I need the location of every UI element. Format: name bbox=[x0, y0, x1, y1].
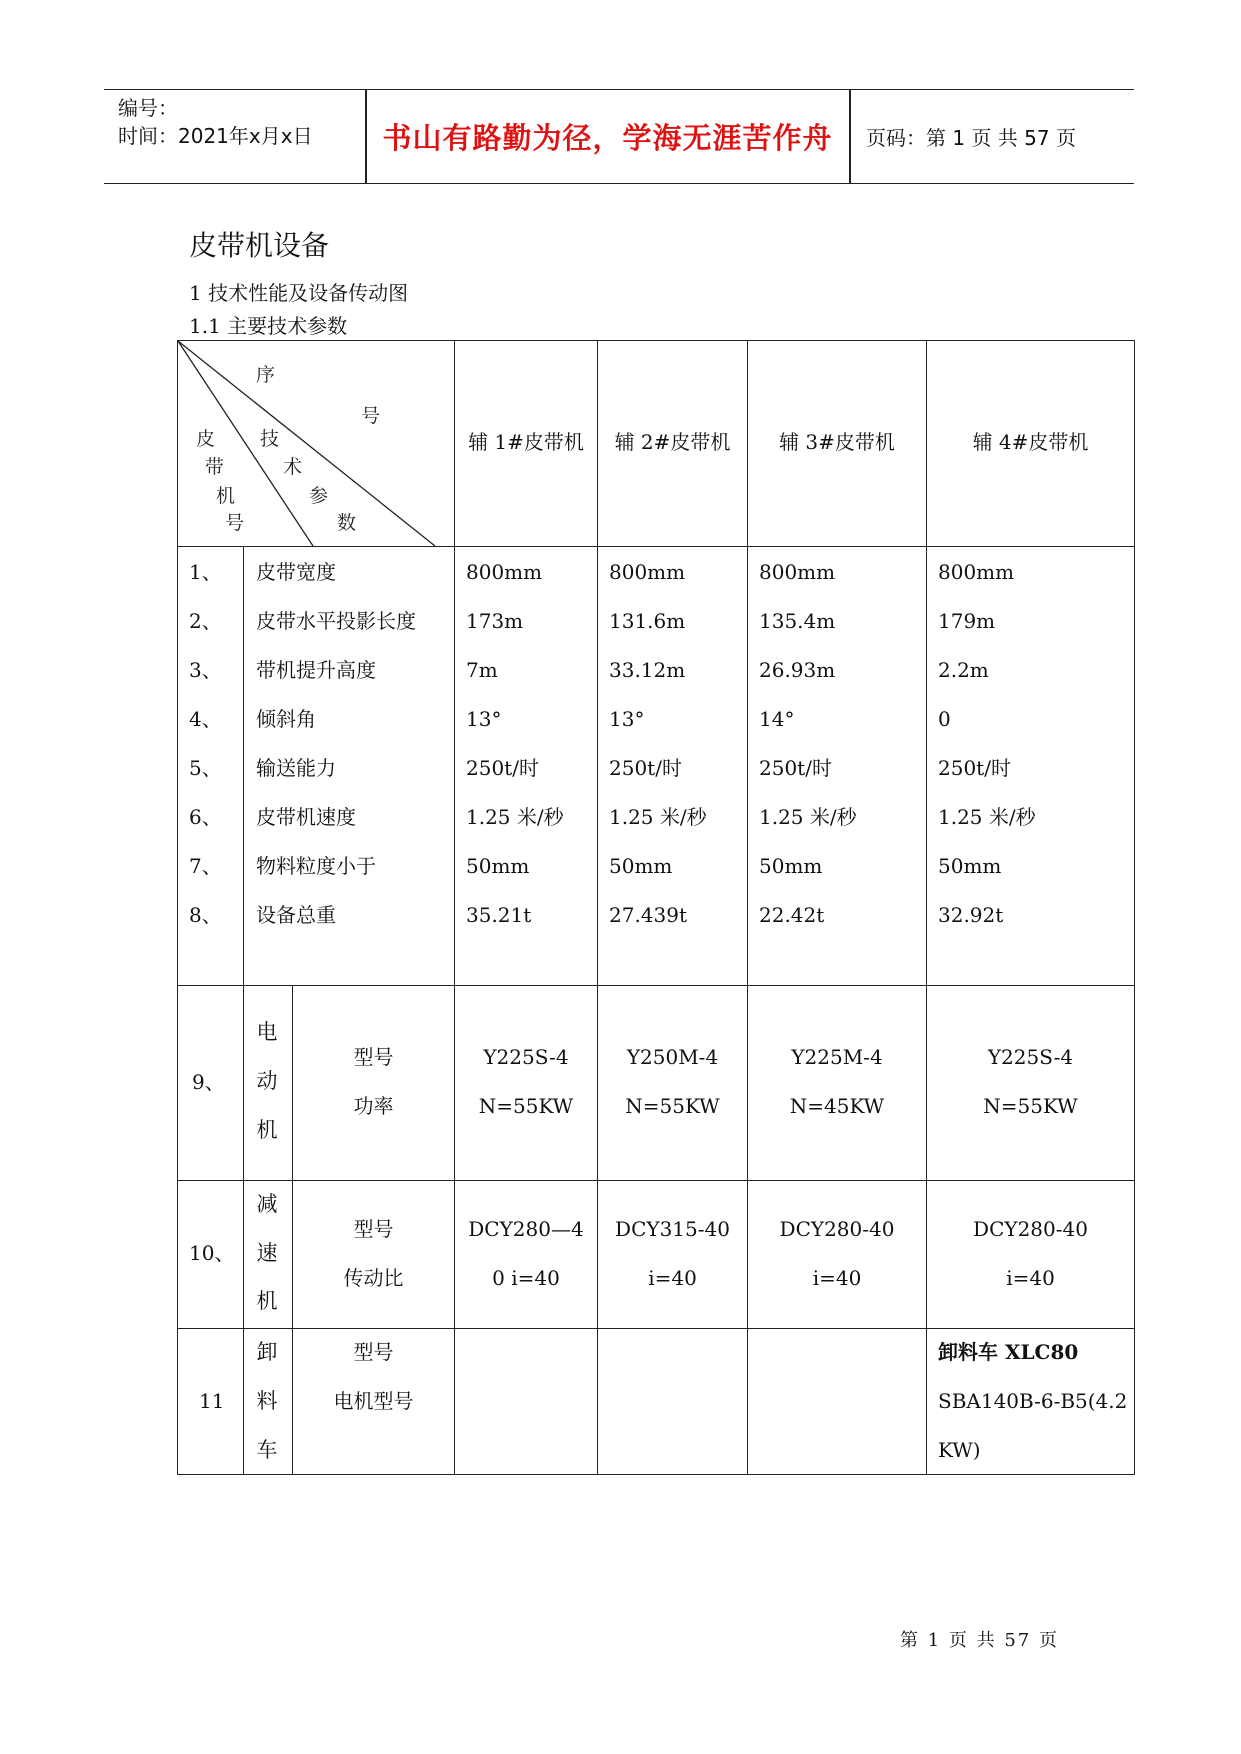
row-parameter: 型号 bbox=[353, 1045, 394, 1069]
row-parameter: 皮带水平投影长度 bbox=[256, 609, 416, 633]
table-rule bbox=[454, 340, 455, 1475]
tripper-model: 卸料车 XLC80 bbox=[938, 1340, 1079, 1364]
row-value: 0 bbox=[938, 707, 951, 731]
row-number: 1、 bbox=[189, 560, 222, 584]
reducer-ratio: i=40 bbox=[1006, 1266, 1055, 1290]
motor-model: Y225S-4 bbox=[483, 1045, 569, 1069]
row-parameter: 皮带机速度 bbox=[256, 805, 356, 829]
corner-label-dai: 带 bbox=[205, 456, 225, 478]
group-label-char: 速 bbox=[256, 1241, 278, 1265]
row-value: 50mm bbox=[609, 854, 673, 878]
row-value: 7m bbox=[466, 658, 498, 682]
document-title: 皮带机设备 bbox=[189, 229, 330, 262]
row-parameter: 带机提升高度 bbox=[256, 658, 376, 682]
group-label-char: 卸 bbox=[256, 1340, 278, 1364]
row-value: 22.42t bbox=[759, 903, 825, 927]
corner-label-ji-tech: 技 bbox=[260, 428, 280, 450]
row-value: 13° bbox=[609, 707, 645, 731]
group-label-char: 料 bbox=[256, 1389, 278, 1413]
table-rule bbox=[177, 985, 1135, 986]
row-number: 2、 bbox=[189, 609, 222, 633]
row-parameter: 型号 bbox=[353, 1217, 394, 1241]
row-value: 250t/时 bbox=[609, 756, 682, 780]
header-page-label: 页码：第 1 页 共 57 页 bbox=[866, 126, 1076, 150]
row-value: 33.12m bbox=[609, 658, 686, 682]
column-header-belt-4: 辅 4#皮带机 bbox=[972, 430, 1089, 454]
group-label-char: 机 bbox=[256, 1118, 278, 1142]
row-value: 800mm bbox=[759, 560, 836, 584]
group-label-char: 动 bbox=[256, 1069, 278, 1093]
row-value: 131.6m bbox=[609, 609, 686, 633]
row-value: 173m bbox=[466, 609, 524, 633]
group-label-char: 车 bbox=[256, 1438, 278, 1462]
motor-model: Y225M-4 bbox=[791, 1045, 883, 1069]
corner-label-can: 参 bbox=[309, 485, 329, 507]
header-number-label: 编号： bbox=[118, 96, 178, 120]
row-parameter: 设备总重 bbox=[256, 903, 336, 927]
row-number: 3、 bbox=[189, 658, 222, 682]
row-parameter: 型号 bbox=[353, 1340, 394, 1364]
reducer-model: DCY280—4 bbox=[468, 1217, 584, 1241]
column-header-belt-1: 辅 1#皮带机 bbox=[468, 430, 584, 454]
reducer-model: DCY280-40 bbox=[779, 1217, 895, 1241]
row-value: 50mm bbox=[938, 854, 1002, 878]
column-header-belt-2: 辅 2#皮带机 bbox=[614, 430, 731, 454]
header-meta bbox=[118, 94, 358, 150]
row-value: 26.93m bbox=[759, 658, 836, 682]
table-rule bbox=[177, 1180, 1135, 1181]
page-header bbox=[104, 89, 1134, 184]
row-value: 1.25 米/秒 bbox=[609, 805, 707, 829]
row-value: 179m bbox=[938, 609, 996, 633]
row-parameter: 输送能力 bbox=[256, 756, 336, 780]
table-rule bbox=[747, 340, 748, 1475]
corner-label-ji: 机 bbox=[216, 485, 236, 507]
page-footer: 第 1 页 共 57 页 bbox=[900, 1630, 1059, 1651]
row-number: 9、 bbox=[192, 1070, 225, 1094]
corner-label-pi: 皮 bbox=[196, 428, 216, 450]
row-value: 13° bbox=[466, 707, 502, 731]
row-value: 35.21t bbox=[466, 903, 532, 927]
corner-label-shu-tech: 术 bbox=[283, 456, 303, 478]
tripper-motor-model-cont: KW) bbox=[938, 1438, 981, 1462]
corner-label-hao-top: 号 bbox=[361, 405, 381, 427]
row-value: 250t/时 bbox=[938, 756, 1011, 780]
motor-power: N=55KW bbox=[478, 1094, 574, 1118]
tripper-motor-model: SBA140B-6-B5(4.2 bbox=[938, 1389, 1128, 1413]
row-value: 800mm bbox=[609, 560, 686, 584]
header-time-label: 时间：2021年x月x日 bbox=[118, 124, 313, 148]
row-parameter: 电机型号 bbox=[333, 1389, 414, 1413]
row-number: 7、 bbox=[189, 854, 222, 878]
subsection-heading: 1.1 主要技术参数 bbox=[189, 314, 348, 338]
row-value: 50mm bbox=[759, 854, 823, 878]
spec-table bbox=[177, 340, 1135, 1475]
corner-label-hao: 号 bbox=[225, 512, 245, 534]
row-value: 135.4m bbox=[759, 609, 836, 633]
row-value: 800mm bbox=[938, 560, 1015, 584]
group-label-char: 减 bbox=[256, 1192, 278, 1216]
row-value: 50mm bbox=[466, 854, 530, 878]
row-value: 14° bbox=[759, 707, 795, 731]
row-value: 32.92t bbox=[938, 903, 1004, 927]
header-divider bbox=[849, 90, 851, 183]
table-rule bbox=[1134, 340, 1135, 1475]
row-number: 5、 bbox=[189, 756, 222, 780]
corner-label-shu: 数 bbox=[337, 512, 357, 534]
row-value: 2.2m bbox=[938, 658, 989, 682]
motor-power: N=55KW bbox=[983, 1094, 1078, 1118]
row-value: 250t/时 bbox=[466, 756, 539, 780]
reducer-model: DCY315-40 bbox=[615, 1217, 730, 1241]
row-value: 250t/时 bbox=[759, 756, 832, 780]
row-number: 10、 bbox=[189, 1241, 235, 1265]
table-rule bbox=[597, 340, 598, 1475]
motor-model: Y250M-4 bbox=[626, 1045, 719, 1069]
reducer-ratio: 0 i=40 bbox=[492, 1266, 560, 1290]
row-parameter: 倾斜角 bbox=[256, 707, 316, 731]
row-parameter: 物料粒度小于 bbox=[256, 854, 376, 878]
reducer-ratio: i=40 bbox=[648, 1266, 697, 1290]
table-rule bbox=[177, 1474, 1135, 1475]
row-value: 1.25 米/秒 bbox=[938, 805, 1036, 829]
row-parameter: 传动比 bbox=[343, 1266, 404, 1290]
row-value: 1.25 米/秒 bbox=[466, 805, 564, 829]
row-parameter: 皮带宽度 bbox=[256, 560, 336, 584]
row-number: 8、 bbox=[189, 903, 222, 927]
motor-model: Y225S-4 bbox=[987, 1045, 1074, 1069]
table-rule bbox=[243, 546, 244, 1475]
row-value: 1.25 米/秒 bbox=[759, 805, 857, 829]
motor-power: N=45KW bbox=[789, 1094, 885, 1118]
column-header-belt-3: 辅 3#皮带机 bbox=[779, 430, 895, 454]
row-number: 11 bbox=[199, 1389, 225, 1413]
row-number: 6、 bbox=[189, 805, 222, 829]
table-rule bbox=[926, 340, 927, 1475]
corner-diagonal-lines bbox=[177, 340, 454, 547]
group-label-char: 机 bbox=[256, 1289, 278, 1313]
row-parameter: 功率 bbox=[353, 1094, 394, 1118]
motor-power: N=55KW bbox=[625, 1094, 720, 1118]
row-value: 800mm bbox=[466, 560, 543, 584]
group-label-char: 电 bbox=[256, 1020, 278, 1044]
reducer-ratio: i=40 bbox=[812, 1266, 862, 1290]
section-heading: 1 技术性能及设备传动图 bbox=[189, 281, 409, 305]
reducer-model: DCY280-40 bbox=[973, 1217, 1088, 1241]
corner-label-xu: 序 bbox=[256, 364, 276, 386]
row-value: 27.439t bbox=[609, 903, 688, 927]
row-number: 4、 bbox=[189, 707, 222, 731]
header-motto: 书山有路勤为径，学海无涯苦作舟 bbox=[382, 121, 833, 155]
